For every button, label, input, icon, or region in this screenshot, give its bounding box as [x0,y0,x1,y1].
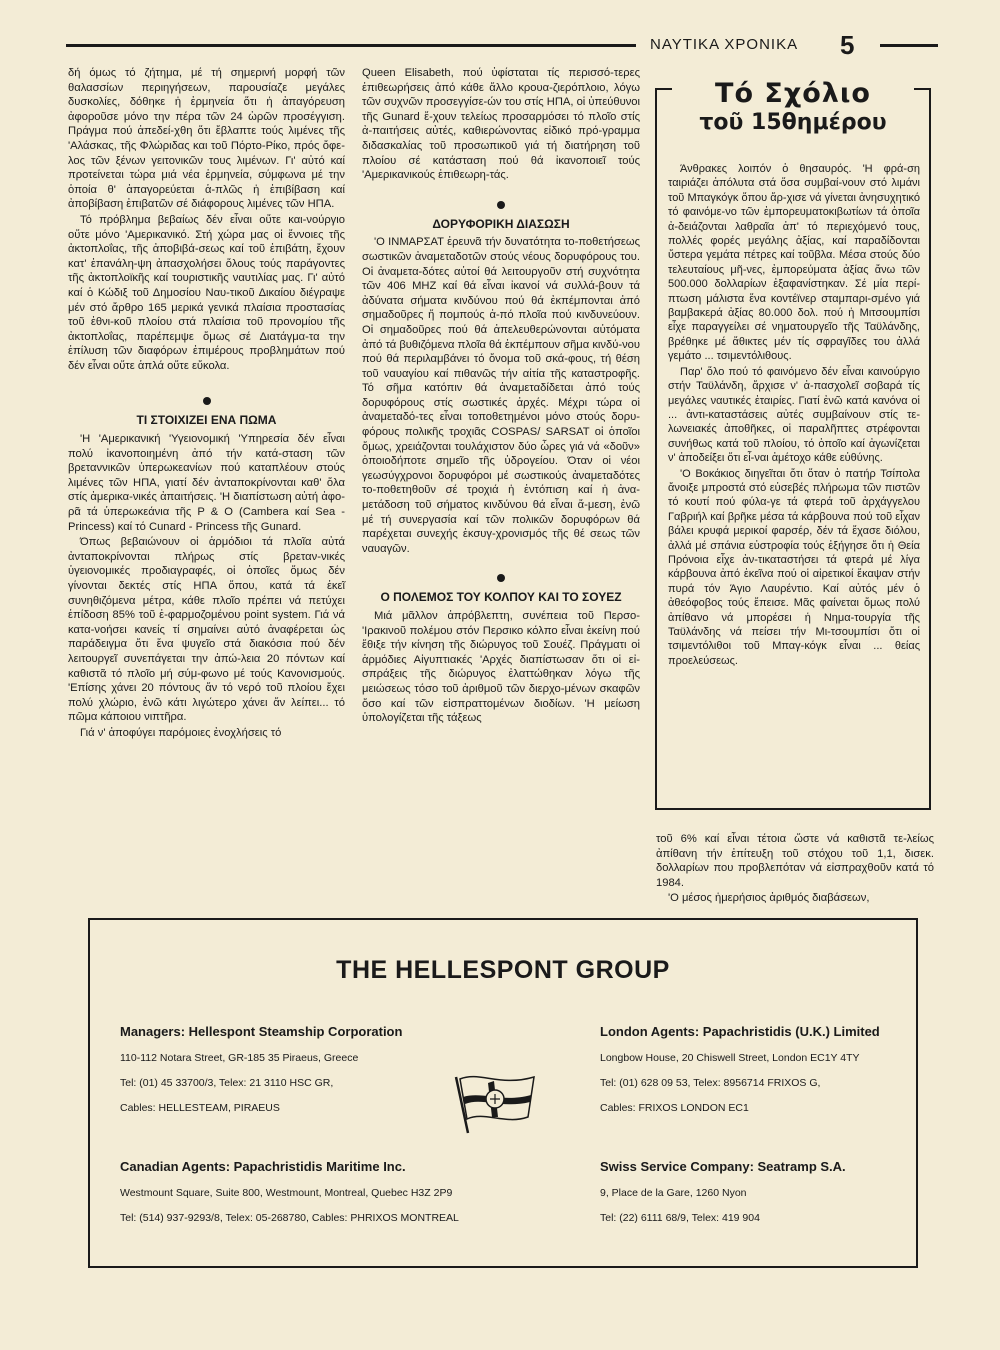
london-block [600,1025,910,1127]
column-3 [656,832,934,907]
canada-address: Westmount Square, Suite 800, Westmount, Montreal, Quebec H3Z 2P9 [120,1187,453,1199]
bullet-dot [203,397,211,405]
managers-tel: Tel: (01) 45 33700/3, Telex: 21 3110 HSC GR, [120,1077,334,1089]
paragraph: 'Ο ΙΝΜΑΡΣΑΤ ἐρευνᾶ τήν δυνατότητα το-ποθετήσεως σωστικῶν ἀναμεταδοτῶν στούς νέους δορυφόρους του. Οἱ ἀναμετα-δότες αὐτοί θά λειτουργοῦν στή συχνότητα τῶν 406 MHZ καί θά εἶναι ἰκανοί νά συλλά-βουν τά ἀδύνατα σήματα κινδύνου πού θά ἐκπέμπονται ἀπό σημαδοῦρες ἤ πομπούς ἀ-πό πλοῖα πού κινδυνεύουν. Οἱ σημαδοῦρες πού θά ἀπελευθερώνονται αὐτόματα ἀπό τά βυθιζόμενα πλοῖα θά ἐκπέμπουν σῆμα κινδύ-νου πού θά περιλαμβάνει τό ὄνομα τοῦ σκά-φους, τή θέση τοῦ ναυαγίου καί πιθανῶς τήν αἰτία τῆς καταστροφῆς. Τό σῆμα κατόπιν θά ἀναμεταδίδεται ἀπό τούς δορυφόρους στίς σωστικές ἀρχές. Μέχρι τώρα οἱ ἀναμεταδό-τες εἶναι τοποθετημένοι μόνο στούς δορυ-φόρους πολικῆς τροχιᾶς COSPAS/ SARSAT οἱ ὁποῖοι ὅμως, χρειάζονται τουλάχιστον δύο ὧρες γιά νά «δοῦν» ὁποιοδήποτε σημεῖο τῆς ὑδρογείου. Όταν οἱ νέοι γεωσύγχρονοι δορυφόροι μέ σωστικούς ἀναμεταδότες το-ποθετηθοῦν σέ τροχιά ἡ ἐντόπιση καί ἡ ἀνα-μετάδοση τοῦ σήματος κινδύνου θά εἶναι ἄ-μεση, ἐνῶ μέ τή συνεργασία καί τῶν πολικῶν δορυφόρων θά παρέχεται συνεχής ἐκσυγ-χρονισμός τῆς θέ σεως τῶν ναυαγῶν. [362,236,641,555]
masthead: ΝΑΥΤΙΚΑ ΧΡΟΝΙΚΑ [650,36,799,53]
header-rule-right [880,44,938,47]
column-2 [362,66,640,727]
paragraph: Άνθρακες λοιπόν ὁ θησαυρός. 'Η φρά-ση ταιριάζει ἀπόλυτα στά ὅσα συμβαί-νουν στό λιμάνι τοῦ Μπαγκόγκ ὅπου ἄρ-χισε νά γίνεται ἀνησυχητικό τό φαινόμε-νο τῶν ἐμπορευματοκιβωτίων τά ὁποῖα ἀ-δειάζονται λαθραῖα ἀπ' τό περιεχόμενό τους, πολλές φορές μεγάλης ἀξίας, καί παραδίδονται ὕστερα γεμάτα πέτρες καί τοῦβλα. Μέσα στούς δύο τελευταίους μῆ-νες, ἐμπορεύματα ἀξίας ἄνω τῶν 500.000 δολλαρίων ἐξαφανίστηκαν. Σέ μία περί-πτωση μάλιστα ἕνα κοντέϊνερ σταμπαρι-σμένο γιά βαμβακερά ἀξίας 80.000 δολ. πού ἡ Μιτσουμπίσι εἶχε παραγγείλει σέ νηματουργεῖο τῆς Ταϋλάνδης, βρέθηκε μέ ἄθικτες μέν τίς σφραγῖδες του ἀλλά γεμάτο ... τσιμεντόλιθους. [668,163,920,363]
page-number: 5 [840,30,855,60]
hellespont-advertisement [88,918,918,1268]
swiss-address: 9, Place de la Gare, 1260 Nyon [600,1187,747,1199]
paragraph: Παρ' ὅλο πού τό φαινόμενο δέν εἶναι καινούργιο στήν Ταϋλάνδη, ἄρχισε ν' ἀ-πασχολεῖ σοβαρά τίς μεγάλες ναυτικές ἑταιρίες. Γιατί ἐνῶ κατά κανόνα οἱ ... ἀντι-καταστάσεις αὐτές συμβαίνουν στίς τε-λωνειακές ἀποθῆκες, οἱ παραλῆπτες στρέφονται συνήθως κατά τοῦ πλοίου, τό ὁποῖο καί ἀγωνίζεται ν' ἀποδείξει ὅτι εἶ-ναι ἀμέτοχο κάθε εὐθύνης. [668,365,920,465]
paragraph: δή όμως τό ζήτημα, μέ τή σημερινή μορφή τῶν θαλασσίων περιηγήσεων, παρουσίαζε μεγάλες δυσκολίες, δόθηκε ἡ ἑρμηνεία ὅτι ἡ ἀπαγόρευση ἀφοροῦσε μόνο την πέρα τῶν 24 ὡρῶν προσέγγιση. Πράγμα πού ἀπεδεί-χθη ὅτι ἔβλαπτε τούς λιμένες τῆς 'Αλάσκας, τῆς Φλώριδας και τοῦ Πόρτο-Ρίκο, πρός ὄφε-λος τῶν ξένων γειτονικῶν τους λιμένων. Γι' αὐτό καί προτείνεται τώρα μιά νέα ἑρμηνεία, σύμφωνα μέ την ὁποία θ' ἀπαγορεύεται ἁ-πλῶς ἡ ἐπιβίβαση καί ἀποβίβαση ἐπιβατῶν σέ διάφορους λιμένες τῶν ΗΠΑ. [68,67,345,211]
editorial-title [672,78,914,136]
canada-block [120,1160,520,1237]
flag-logo [450,1067,540,1137]
paragraph: 'Η 'Αμερικανική 'Υγειονομική 'Υπηρεσία δέν εἶναι πολύ ἰκανοποιημένη ἀπό τήν κατά-σταση τῶν βρεταννικῶν ὑπερωκεανίων πού καταπλέουν στούς λιμένες τῶν ΗΠΑ, γιατί δέν ἀνταποκρίνονται καθ' ὅλα στίς ἀμερικα-νικές ἀπαιτήσεις. 'Η διαπίστωση αὐτή ἀφο-ρᾶ τά ὑπερωκεάνια τῆς P & O (Cambera καί Sea - Princess) καί τό Cunard - Princess τῆς Gunard. [68,433,345,533]
section-heading: ΤΙ ΣΤΟΙΧΙΖΕΙ ΕΝΑ ΠΩΜΑ [136,413,277,428]
ad-title: THE HELLESPONT GROUP [336,956,670,984]
london-tel: Tel: (01) 628 09 53, Telex: 8956714 FRIXOS G, [600,1077,821,1089]
managers-block [120,1025,450,1127]
london-cables: Cables: FRIXOS LONDON EC1 [600,1102,749,1114]
swiss-tel: Tel: (22) 6111 68/9, Telex: 419 904 [600,1212,760,1224]
paragraph: 'Ο Βοκάκιος διηγεῖται ὅτι ὅταν ὁ πατήρ Τσίπολα ἄνοιξε μπροστά στό εὐσεβές πλήρωμα τῶν πιστῶν τό κουτί πού φύλα-γε τά φτερά τοῦ ἀρχάγγελου Γαβριήλ καί βρῆκε μέσα τά κάρβουνα πού τοῦ εἶχαν βάλει κρυφά μερικοί φαρσέρ, δέν τά ἔχασε διόλου, ἀλλά μέ σπάνια εὐστροφία τούς ἐξήγησε ὅτι ἡ Θεία Πρόνοια εἶχε ἀν-τικαταστήσει τά φτερά μέ λίγα κάρβουνα ἀπό ἐκεῖνα πού οἱ αἱρετικοί ἔκαψαν στήν πυρά τόν Άγιο Λαυρέντιο. Καί αὐτός μέν ὁ ἀθεόφοβος τούς ἔπεισε. Μᾶς φαίνεται ὅμως πολύ ἀπίθανο νά μπορέσει ἡ Νημα-τουργία τῆς Ταϋλάνδης νά πείσει τήν Μι-τσουμπίσι ὅτι οἱ τσιμεντόλιθοι τοῦ Μπαγ-κόγκ εἶναι ... θείας προελεύσεως. [668,467,920,667]
editorial-text [668,162,920,669]
header-rule-left [66,44,636,47]
paragraph: τοῦ 6% καί εἶναι τέτοια ὥστε νά καθιστᾶ τε-λείως ἀπίθανη τήν ἐπίτευξη τοῦ στόχου τοῦ 1,1, δισεκ. δολλαρίων που προβλεπόταν νά εἰσπραχθοῦν κατά τό 1984. [656,833,934,889]
paragraph: Μιά μᾶλλον ἀπρόβλεπτη, συνέπεια τοῦ Περσο-'Ιρακινοῦ πολέμου στόν Περσικο κόλπο εἶναι ἐκείνη πού ἔθιξε τήν κίνηση τῆς διώρυγος τοῦ Σουέζ. Πράγματι οἱ ἁρμόδιες Αἰγυπτιακές 'Αρχές διαπίστωσαν ὅτι οἱ εἰ-σπράξεις τῆς διώρυγος ἐλαττώθηκαν λόγω τῆς μειώσεως τόσο τοῦ ἀριθμοῦ τῶν διερχο-μένων σκαφῶν ὅσο καί τῶν εἰσπραττομένων διοδίων. 'Η μείωση ὑπολογίζεται τῆς τάξεως [362,610,640,725]
paragraph: Queen Elisabeth, πού ὑφίσταται τίς περισσό-τερες ἐπιθεωρήσεις ἀπό κάθε ἄλλο κρουα-ζιερόπλοιο, λόγω τῶν συχνῶν προσεγγίσε-ών του στίς ΗΠΑ, οἱ ὑπεύθυνοι τῆς Gunard ἔ-χουν τελείως προσαρμόσει τό πλοῖο στίς ἀ-παιτήσεις αὐτές, καθιερώνοντας εἰδικό πρό-γραμμα διδασκαλίας τοῦ προσωπικοῦ γιά τή διατήρηση τοῦ πλοίου σέ κατάσταση πού θά ἰκανοποιεῖ τούς 'Αμερικανικούς ἐπιθεωρη-τάς. [362,67,640,182]
editorial-title-line-2: τοῦ 15θημέρου [699,110,887,135]
section-heading: Ο ΠΟΛΕΜΟΣ ΤΟΥ ΚΟΛΠΟΥ ΚΑΙ ΤΟ ΣΟΥΕΖ [380,590,622,605]
paragraph: Όπως βεβαιώνουν οἱ ἁρμόδιοι τά πλοῖα αὐτά ἀνταποκρίνονται πλήρως στίς βρεταν-νικές ὑγειονομικές προδιαγραφές, οἱ ὁποῖες ὅμως δέν γίνονται δεκτές στίς ΗΠΑ ὅπου, κατά τά ἐκεῖ συνηθιζόμενα μέτρα, κάθε πλοῖο πρέπει νά πετύχει ἐπίδοση 85% τοῦ ἐ-φαρμοζομένου point system. Γιά νά κατα-νοήσει κανείς τί σημαίνει αὐτό ἀναφέρεται ὡς παράδειγμα ὅτι ἕνα ψυγεῖο στά διακόσια πού δέν λειτουργεῖ συνεπάγεται την ἀπώ-λεια 20 πόντων καί καθιστᾶ τό πλοῖο μή σύμ-φωνο μέ τούς Κανονισμούς. 'Επίσης χάνει 20 πόντους ἄν τό νερό τοῦ πλοίου ἔχει πολύ χλώριο, ἐνῶ κάτι λιγώτερο χάνει ἄν λείπει... τό πῶμα κάποιου νιπτῆρα. [68,536,345,724]
canada-tel: Tel: (514) 937-9293/8, Telex: 05-268780, Cables: PHRIXOS MONTREAL [120,1212,459,1224]
section-heading: ΔΟΡΥΦΟΡΙΚΗ ΔΙΑΣΩΣΗ [432,216,570,231]
bullet-dot [497,574,505,582]
paragraph: 'Ο μέσος ἡμερήσιος ἀριθμός διαβάσεων, [668,892,870,905]
canada-heading: Canadian Agents: Papachristidis Maritime Inc. [120,1159,406,1174]
managers-address: 110-112 Notara Street, GR-185 35 Piraeus, Greece [120,1052,359,1064]
bullet-dot [497,201,505,209]
paragraph: Γιά ν' ἀποφύγει παρόμοιες ἐνοχλήσεις τό [80,726,282,739]
column-1 [68,66,345,742]
managers-heading: Managers: Hellespont Steamship Corporation [120,1024,403,1039]
london-address: Longbow House, 20 Chiswell Street, London EC1Y 4TY [600,1052,860,1064]
swiss-block [600,1160,910,1237]
managers-cables: Cables: HELLESTEAM, PIRAEUS [120,1102,280,1114]
london-heading: London Agents: Papachristidis (U.K.) Limited [600,1024,880,1039]
editorial-title-line-1: Τό Σχόλιο [715,78,871,109]
paragraph: Τό πρόβλημα βεβαίως δέν εἶναι οὔτε και-νούργιο οὔτε μόνο 'Αμερικανικό. Στή χώρα μας οἱ ἔννοιες τῆς ἀκτοπλοΐας, τῆς ἀποβιβά-σεως καί τοῦ ἐπιβάτη, ἔχουν κατ' ἐπανάλη-ψη ἀπασχολήσει ὅλους τούς παράγοντες τῆς ἀκτοπλοϊκῆς καί τουριστικῆς ναυτιλίας μας. Γι' αὐτό καί ὁ Κώδιξ τοῦ Δημοσίου Ναυ-τικοῦ Δικαίου διέγραψε μέν στό ἄρθρο 165 μερικά γενικά πλαίσια προστασίας τοῦ ἐθνι-κοῦ πλοίου στά πλαίσια τοῦ προνομίου τῆς ἀκτοπλοΐας, παρέπεμψε ὅμως σέ Διατάγμα-τα την ἐπίλυση τῶν διαφόρων ἐπιμέρους προβλημάτων πού δέν εἶναι οὔτε ἁπλά οὔτε εὔκολα. [68,213,345,372]
swiss-heading: Swiss Service Company: Seatramp S.A. [600,1159,846,1174]
